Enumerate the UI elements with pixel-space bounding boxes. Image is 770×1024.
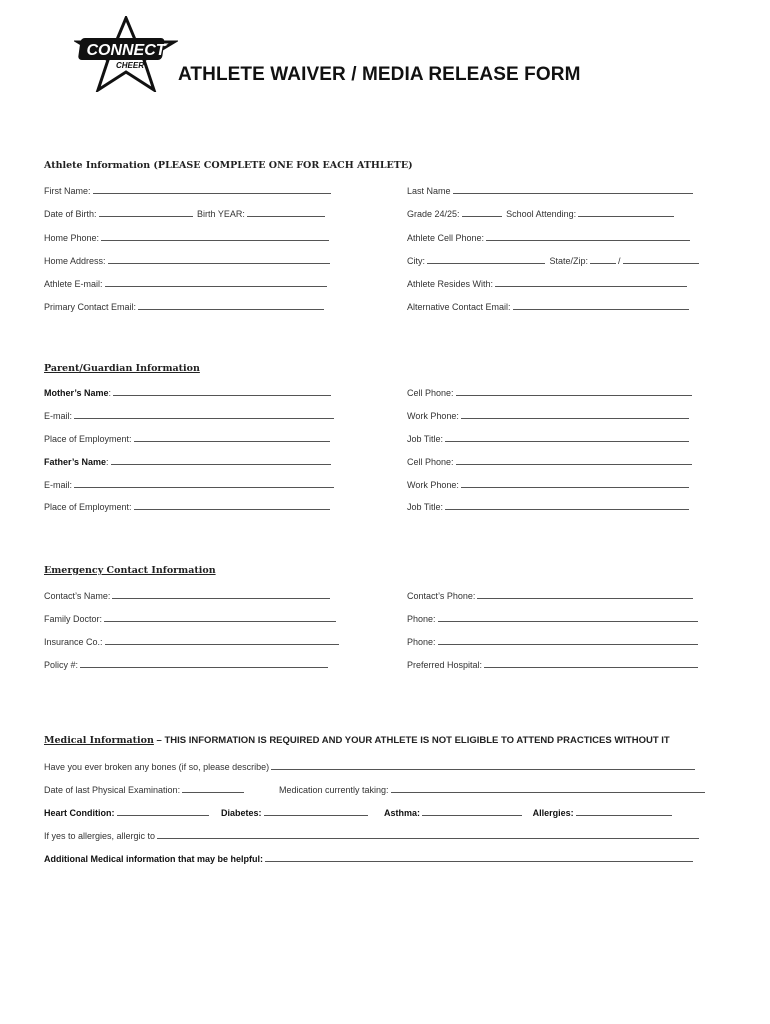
father-cell-row (407, 455, 694, 467)
mother-employment-field[interactable] (134, 432, 330, 442)
conditions-row (44, 806, 674, 818)
father-work-phone-field[interactable] (461, 478, 689, 488)
medical-info-heading (44, 735, 670, 746)
resides-with-label: Athlete Resides With: (407, 279, 494, 289)
contact-phone-row (407, 589, 695, 601)
father-job-title-row (407, 500, 691, 512)
father-name-colon: : (106, 457, 109, 467)
policy-label: Policy #: (44, 660, 79, 670)
physical-label: Date of last Physical Examination: (44, 785, 181, 795)
policy-field[interactable] (80, 658, 328, 668)
mother-employment-row (44, 432, 332, 444)
hospital-field[interactable] (484, 658, 698, 668)
state-zip-label: State/Zip: (549, 256, 589, 266)
mother-email-row (44, 409, 336, 421)
dob-field[interactable] (99, 207, 193, 217)
mother-cell-field[interactable] (456, 386, 692, 396)
athlete-email-row (44, 277, 329, 289)
home-address-field[interactable] (108, 254, 330, 264)
athlete-email-label: Athlete E-mail: (44, 279, 103, 289)
grade-row (407, 207, 676, 219)
allergic-to-field[interactable] (157, 829, 699, 839)
father-employment-row (44, 500, 332, 512)
father-work-phone-label: Work Phone: (407, 480, 459, 490)
mother-cell-row (407, 386, 694, 398)
athlete-cell-field[interactable] (486, 231, 690, 241)
father-email-field[interactable] (74, 478, 334, 488)
father-name-row (44, 455, 333, 467)
mother-work-phone-row (407, 409, 691, 421)
first-name-field[interactable] (93, 184, 331, 194)
zip-field[interactable] (623, 254, 699, 264)
city-row (407, 254, 701, 266)
additional-info-label: Additional Medical information that may be helpful: (44, 854, 264, 864)
svg-text:CONNECT: CONNECT (86, 42, 166, 59)
mother-job-title-label: Job Title: (407, 434, 444, 444)
medical-heading-label: Medical Information (44, 735, 154, 746)
contact-name-row (44, 589, 332, 601)
father-employment-field[interactable] (134, 500, 330, 510)
insurance-label: Insurance Co.: (44, 637, 103, 647)
father-employment-label: Place of Employment: (44, 502, 132, 512)
allergies-field[interactable] (576, 806, 672, 816)
mother-name-field[interactable] (113, 386, 331, 396)
mother-work-phone-label: Work Phone: (407, 411, 459, 421)
home-address-row (44, 254, 332, 266)
family-doctor-row (44, 612, 338, 624)
mother-employment-label: Place of Employment: (44, 434, 132, 444)
additional-info-row (44, 852, 695, 864)
insurance-phone-label: Phone: (407, 637, 436, 647)
contact-name-field[interactable] (112, 589, 330, 599)
mother-name-label: Mother’s Name (44, 388, 109, 398)
birth-year-field[interactable] (247, 207, 325, 217)
contact-phone-label: Contact’s Phone: (407, 591, 476, 601)
mother-job-title-field[interactable] (445, 432, 689, 442)
insurance-field[interactable] (105, 635, 339, 645)
first-name-label: First Name: (44, 186, 91, 196)
contact-phone-field[interactable] (477, 589, 693, 599)
state-field[interactable] (590, 254, 616, 264)
mother-name-colon: : (108, 388, 112, 398)
broken-bones-row (44, 760, 697, 772)
school-label: School Attending: (506, 209, 577, 219)
parent-info-heading: Parent/Guardian Information (44, 363, 200, 374)
alt-email-field[interactable] (513, 300, 689, 310)
allergies-label: Allergies: (532, 808, 574, 818)
athlete-info-heading: Athlete Information (PLEASE COMPLETE ONE FOR EACH ATHLETE) (44, 160, 413, 171)
birth-year-label: Birth YEAR: (197, 209, 245, 219)
first-name-row (44, 184, 333, 196)
mother-work-phone-field[interactable] (461, 409, 689, 419)
athlete-email-field[interactable] (105, 277, 327, 287)
diabetes-label: Diabetes: (221, 808, 262, 818)
doctor-phone-row (407, 612, 700, 624)
mother-email-field[interactable] (74, 409, 334, 419)
broken-bones-field[interactable] (271, 760, 695, 770)
home-phone-row (44, 231, 331, 243)
form-title: ATHLETE WAIVER / MEDIA RELEASE FORM (178, 64, 581, 85)
last-name-label: Last Name (407, 186, 451, 196)
primary-email-label: Primary Contact Email: (44, 302, 137, 312)
emergency-info-heading: Emergency Contact Information (44, 565, 216, 576)
additional-info-field[interactable] (265, 852, 693, 862)
father-job-title-label: Job Title: (407, 502, 444, 512)
resides-with-row (407, 277, 689, 289)
broken-bones-label: Have you ever broken any bones (if so, please describe) (44, 762, 270, 772)
athlete-cell-label: Athlete Cell Phone: (407, 233, 485, 243)
connect-cheer-logo (74, 16, 178, 92)
primary-email-row (44, 300, 326, 312)
primary-email-field[interactable] (138, 300, 324, 310)
policy-row (44, 658, 330, 670)
doctor-phone-field[interactable] (438, 612, 698, 622)
father-name-label: Father’s Name (44, 457, 107, 467)
medical-required-note: – THIS INFORMATION IS REQUIRED AND YOUR ATHLETE IS NOT ELIGIBLE TO ATTEND PRACTICES WITHOUT IT (153, 735, 670, 746)
city-label: City: (407, 256, 425, 266)
family-doctor-field[interactable] (104, 612, 336, 622)
physical-field[interactable] (182, 783, 244, 793)
medication-label: Medication currently taking: (279, 785, 389, 795)
mother-cell-label: Cell Phone: (407, 388, 454, 398)
allergic-to-label: If yes to allergies, allergic to (44, 831, 156, 841)
athlete-cell-row (407, 231, 692, 243)
insurance-phone-row (407, 635, 700, 647)
mother-job-title-row (407, 432, 691, 444)
grade-field[interactable] (462, 207, 502, 217)
family-doctor-label: Family Doctor: (44, 614, 103, 624)
alt-email-row (407, 300, 691, 312)
hospital-row (407, 658, 700, 670)
father-cell-label: Cell Phone: (407, 457, 454, 467)
home-address-label: Home Address: (44, 256, 106, 266)
hospital-label: Preferred Hospital: (407, 660, 483, 670)
alt-email-label: Alternative Contact Email: (407, 302, 511, 312)
father-work-phone-row (407, 478, 691, 490)
father-name-field[interactable] (111, 455, 331, 465)
home-phone-label: Home Phone: (44, 233, 100, 243)
state-zip-slash: / (618, 256, 621, 266)
heart-label: Heart Condition: (44, 808, 115, 818)
resides-with-field[interactable] (495, 277, 687, 287)
physical-row (44, 783, 246, 795)
insurance-phone-field[interactable] (438, 635, 698, 645)
father-job-title-field[interactable] (445, 500, 689, 510)
city-field[interactable] (427, 254, 545, 264)
father-email-label: E-mail: (44, 480, 73, 490)
medication-row (279, 783, 707, 795)
medication-field[interactable] (391, 783, 705, 793)
last-name-row (407, 184, 695, 196)
asthma-field[interactable] (422, 806, 522, 816)
grade-label: Grade 24/25: (407, 209, 460, 219)
last-name-field[interactable] (453, 184, 693, 194)
mother-email-label: E-mail: (44, 411, 73, 421)
insurance-row (44, 635, 341, 647)
dob-row (44, 207, 327, 219)
heart-field[interactable] (117, 806, 209, 816)
school-field[interactable] (578, 207, 674, 217)
father-email-row (44, 478, 336, 490)
diabetes-field[interactable] (264, 806, 368, 816)
father-cell-field[interactable] (456, 455, 692, 465)
asthma-label: Asthma: (384, 808, 421, 818)
mother-name-row (44, 386, 333, 398)
home-phone-field[interactable] (101, 231, 329, 241)
dob-label: Date of Birth: (44, 209, 97, 219)
svg-text:CHEER: CHEER (115, 61, 145, 70)
allergic-to-row (44, 829, 701, 841)
doctor-phone-label: Phone: (407, 614, 436, 624)
contact-name-label: Contact’s Name: (44, 591, 111, 601)
